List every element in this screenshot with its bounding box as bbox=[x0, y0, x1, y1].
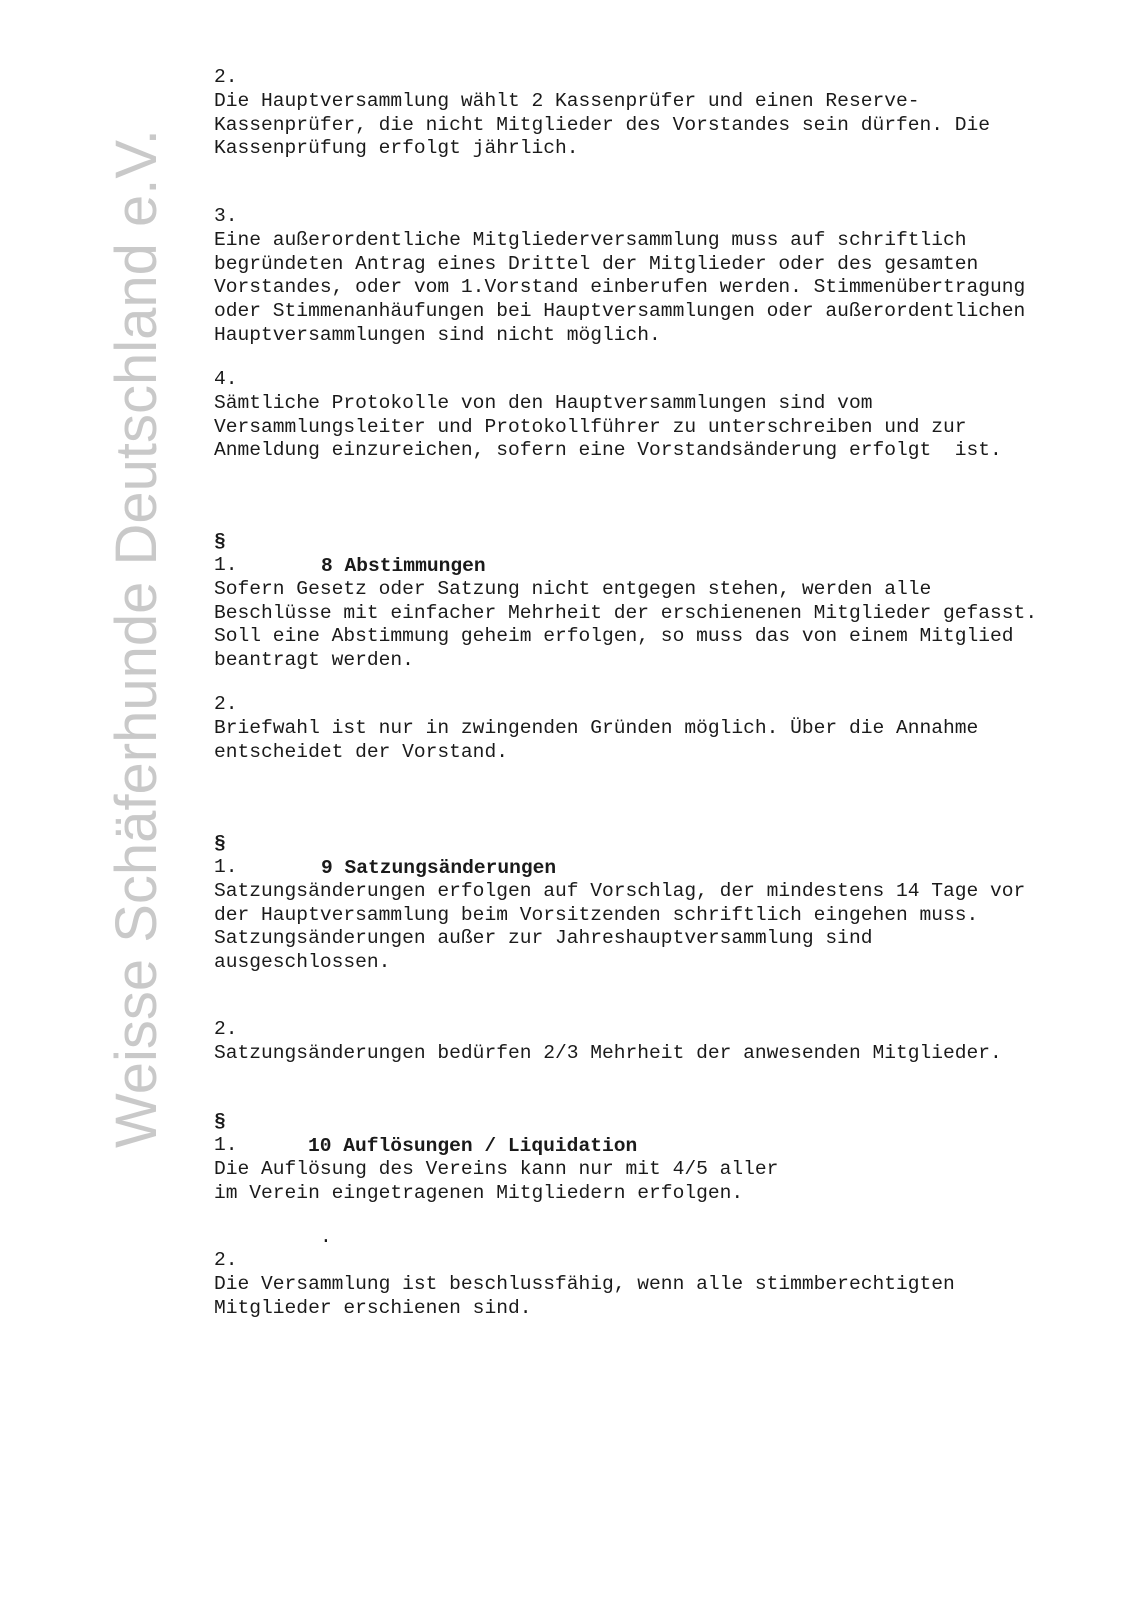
section-title: 8 Abstimmungen bbox=[321, 554, 486, 577]
paragraph-8-2 bbox=[214, 693, 1094, 764]
organization-sidebar-text: Weisse Schäferhunde Deutschland e.V. bbox=[104, 129, 169, 1148]
paragraph-number: 1. bbox=[214, 856, 238, 878]
section-title: 9 Satzungsänderungen bbox=[321, 856, 557, 879]
paragraph-10-1 bbox=[214, 1134, 1094, 1205]
paragraph-line: oder Stimmenanhäufungen bei Hauptversammlungen oder außerordentlichen bbox=[214, 300, 1026, 323]
paragraph-line: Versammlungsleiter und Protokollführer zu unterschreiben und zur bbox=[214, 415, 967, 438]
paragraph-line: ausgeschlossen. bbox=[214, 951, 391, 974]
paragraph-line: Sofern Gesetz oder Satzung nicht entgegen stehen, werden alle bbox=[214, 577, 932, 600]
paragraph-number: 1. bbox=[214, 554, 238, 576]
section-symbol: § bbox=[214, 832, 226, 855]
paragraph-line: entscheidet der Vorstand. bbox=[214, 740, 508, 763]
paragraph-line: Hauptversammlungen sind nicht möglich. bbox=[214, 323, 661, 346]
paragraph-9-1 bbox=[214, 856, 1094, 975]
paragraph-number: 2. bbox=[214, 1249, 238, 1271]
paragraph-line: Satzungsänderungen bedürfen 2/3 Mehrheit der anwesenden Mitglieder. bbox=[214, 1041, 1002, 1064]
section-symbol: § bbox=[214, 530, 226, 553]
paragraph-line: Mitglieder erschienen sind. bbox=[214, 1296, 532, 1319]
paragraph-9-2 bbox=[214, 1018, 1094, 1066]
paragraph-line: Die Auflösung des Vereins kann nur mit 4/5 aller bbox=[214, 1157, 779, 1180]
paragraph-7-3 bbox=[214, 205, 1094, 348]
paragraph-line: Kassenprüfung erfolgt jährlich. bbox=[214, 137, 579, 160]
paragraph-line: im Verein eingetragenen Mitgliedern erfolgen. bbox=[214, 1181, 744, 1204]
paragraph-number: 2. bbox=[214, 1018, 238, 1040]
paragraph-7-2 bbox=[214, 66, 1094, 161]
paragraph-line: Die Hauptversammlung wählt 2 Kassenprüfer und einen Reserve- bbox=[214, 89, 920, 112]
paragraph-line: beantragt werden. bbox=[214, 649, 414, 672]
paragraph-number: 4. bbox=[214, 368, 238, 390]
paragraph-line: Soll eine Abstimmung geheim erfolgen, so muss das von einem Mitglied bbox=[214, 625, 1014, 648]
paragraph-line: Vorstandes, oder vom 1.Vorstand einberufen werden. Stimmenübertragung bbox=[214, 276, 1026, 299]
paragraph-line: Satzungsänderungen außer zur Jahreshauptversammlung sind bbox=[214, 927, 873, 950]
paragraph-line: begründeten Antrag eines Drittel der Mitglieder oder des gesamten bbox=[214, 252, 979, 275]
paragraph-line: Briefwahl ist nur in zwingenden Gründen möglich. Über die Annahme bbox=[214, 716, 979, 739]
paragraph-number: 2. bbox=[214, 66, 238, 88]
paragraph-line: Satzungsänderungen erfolgen auf Vorschlag, der mindestens 14 Tage vor bbox=[214, 879, 1026, 902]
paragraph-line: Die Versammlung ist beschlussfähig, wenn alle stimmberechtigten bbox=[214, 1272, 955, 1295]
paragraph-number: 3. bbox=[214, 205, 238, 227]
section-symbol: § bbox=[214, 1110, 226, 1133]
paragraph-line: Anmeldung einzureichen, sofern eine Vorstandsänderung erfolgt ist. bbox=[214, 439, 1002, 462]
paragraph-line: Sämtliche Protokolle von den Hauptversammlungen sind vom bbox=[214, 391, 873, 414]
stray-dot: . bbox=[320, 1226, 332, 1248]
paragraph-10-2 bbox=[214, 1249, 1094, 1320]
paragraph-line: Eine außerordentliche Mitgliederversammlung muss auf schriftlich bbox=[214, 228, 967, 251]
paragraph-line: Kassenprüfer, die nicht Mitglieder des Vorstandes sein dürfen. Die bbox=[214, 113, 991, 136]
paragraph-number: 1. bbox=[214, 1134, 238, 1156]
section-title: 10 Auflösungen / Liquidation bbox=[308, 1134, 638, 1157]
paragraph-7-4 bbox=[214, 368, 1094, 463]
paragraph-line: der Hauptversammlung beim Vorsitzenden schriftlich eingehen muss. bbox=[214, 903, 979, 926]
paragraph-number: 2. bbox=[214, 693, 238, 715]
paragraph-8-1 bbox=[214, 554, 1094, 673]
paragraph-line: Beschlüsse mit einfacher Mehrheit der erschienenen Mitglieder gefasst. bbox=[214, 601, 1038, 624]
